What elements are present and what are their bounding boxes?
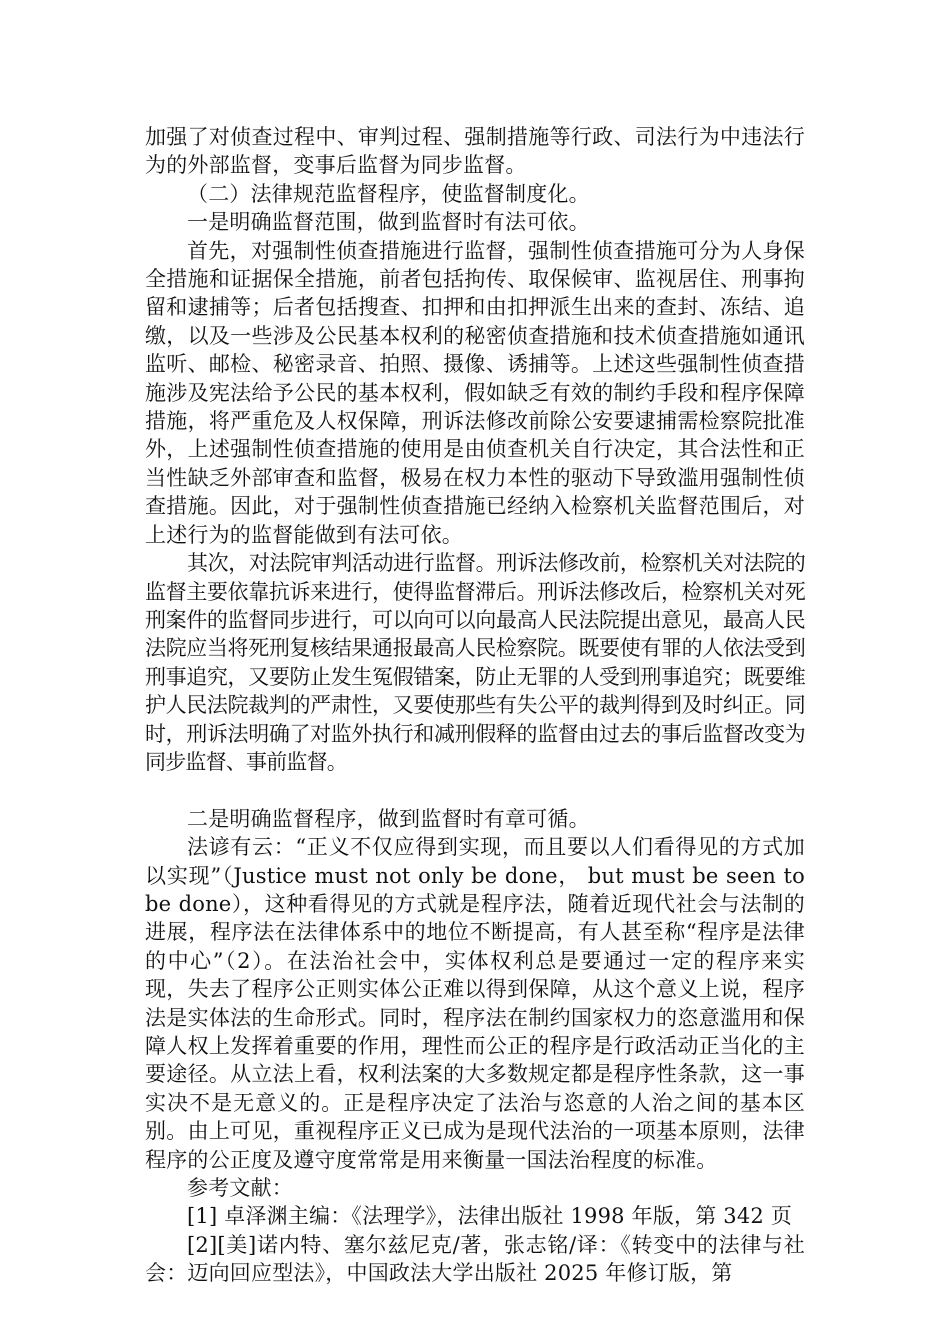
reference-item: [1] 卓泽渊主编：《法理学》，法律出版社 1998 年版，第 342 页 [187, 1204, 793, 1229]
reference-item: [2][美]诺内特、塞尔兹尼克/著，张志铭/译：《转变中的法律与社会：迈向回应型法》，中国政法大学出版社 2025 年修订版，第 [145, 1232, 805, 1286]
paragraph-gap [145, 776, 805, 804]
paragraph-court-supervision: 其次，对法院审判活动进行监督。刑诉法修改前，检察机关对法院的监督主要依靠抗诉来进行，使得监督滞后。刑诉法修改后，检察机关对死刑案件的监督同步进行，可以向可以向最高人民法院提出意见，最高人民法院应当将死刑复核结果通报最高人民检察院。既要使有罪的人依法受到刑事追究，又要防止发生冤假错案，防止无罪的人受到刑事追究；既要维护人民法院裁判的严肃性，又要使那些有失公平的裁判得到及时纠正。同时，刑诉法明确了对监外执行和减刑假释的监督由过去的事后监督改变为同步监督、事前监督。 [145, 551, 805, 774]
paragraph-coercive-measures: 首先，对强制性侦查措施进行监督，强制性侦查措施可分为人身保全措施和证据保全措施，前者包括拘传、取保候审、监视居住、刑事拘留和逮捕等；后者包括搜查、扣押和由扣押派生出来的查封、冻结、追缴，以及一些涉及公民基本权利的秘密侦查措施和技术侦查措施如通讯监听、邮检、秘密录音、拍照、摄像、诱捕等。上述这些强制性侦查措施涉及宪法给予公民的基本权利，假如缺乏有效的制约手段和程序保障措施，将严重危及人权保障，刑诉法修改前除公安要逮捕需检察院批准外，上述强制性侦查措施的使用是由侦查机关自行决定，其合法性和正当性缺乏外部审查和监督，极易在权力本性的驱动下导致滥用强制性侦查措施。因此，对于强制性侦查措施已经纳入检察机关监督范围后，对上述行为的监督能做到有法可依。 [145, 238, 805, 547]
references-heading: 参考文献： [187, 1176, 293, 1201]
subheading-procedure: 二是明确监督程序，做到监督时有章可循。 [187, 806, 590, 831]
document-body [145, 123, 805, 1288]
section-heading-2: （二）法律规范监督程序，使监督制度化。 [187, 181, 590, 206]
paragraph-continuation: 加强了对侦查过程中、审判过程、强制措施等行政、司法行为中违法行为的外部监督，变事后监督为同步监督。 [145, 125, 805, 178]
subheading-scope: 一是明确监督范围，做到监督时有法可依。 [187, 210, 590, 235]
paragraph-procedural-law: 法谚有云：“正义不仅应得到实现，而且要以人们看得见的方式加以实现”（Justice must not only be done， but must be seen to be done），这种看得见的方式就是程序法，随着近现代社会与法制的进展，程序法在法律体系中的地位不断提高，有人甚至称“程序是法律的中心”（2）。在法治社会中，实体权利总是要通过一定的程序来实现，失去了程序公正则实体公正难以得到保障，从这个意义上说，程序法是实体法的生命形式。同时，程序法在制约国家权力的恣意滥用和保障人权上发挥着重要的作用，理性而公正的程序是行政活动正当化的主要途径。从立法上看，权利法案的大多数规定都是程序性条款，这一事实决不是无意义的。正是程序决定了法治与恣意的人治之间的基本区别。由上可见，重视程序正义已成为是现代法治的一项基本原则，法律程序的公正度及遵守度常常是用来衡量一国法治程度的标准。 [145, 835, 805, 1172]
